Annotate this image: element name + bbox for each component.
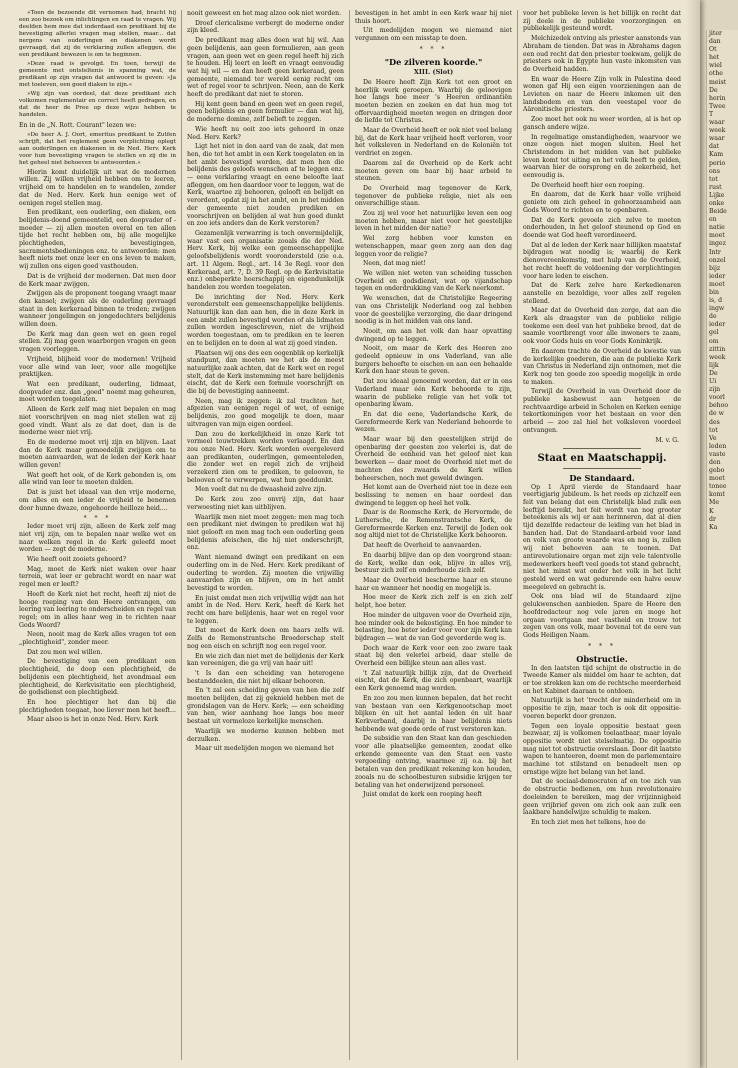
paragraph: Mag, moet de Kerk niet waken over haar terrein, wat leer er gebracht wordt en naar wat regel men er leeft? [19, 565, 176, 589]
paragraph: En daarom trachte de Overheid de kwestie van de kerkelijke goederen, die aan de publieke Kerk van Christus in Nederland zijn ontnomen, met die Kerk nog ten goede zoo spoedig mogelijk in orde te maken. [523, 347, 681, 386]
paragraph: En juist omdat men zich vrijwillig wijdt aan het ambt in de Ned. Herv. Kerk, heeft de Kerk het recht om hare belijdenis, haar wet en regel voor te leggen. [187, 594, 344, 625]
adjacent-page-fragment: waar [709, 135, 725, 143]
paragraph: Hierin komt duidelijk uit wat de modernen willen. Zij willen vrijheid hebben om te leeren, vrijheid om te handelen en te wandelen, zonder dat de Ned. Herv. Kerk hun eenige wet of eenigen regel stellen mag. [19, 168, 176, 207]
adjacent-page-fragment: behoo [709, 402, 729, 410]
paragraph: Dat de Kerk gevoele zich zelve te moeten onderhouden, in het geloof steunend op God en doende wat God heeft verordineerd. [523, 216, 681, 239]
adjacent-page-fragment: bijz [709, 264, 721, 272]
adjacent-page-fragment: de [709, 313, 717, 321]
paragraph: En dat die eene, Vaderlandsche Kerk, de Gereformeerde Kerk van Nederland behoorde te wezen. [355, 410, 512, 434]
paragraph: Hoe meer de Kerk zich zelf is en zich zelf helpt, hoe beter. [355, 594, 512, 610]
adjacent-page-fragment: Intr [709, 248, 721, 256]
article-title: Obstructie. [576, 653, 628, 664]
adjacent-page-fragment: Ka [709, 523, 718, 531]
adjacent-page-fragment: vaste [709, 450, 726, 458]
paragraph: Terwijl de Overheid in van Overheid door de publieke kasbewust aan hetgeen de rechtvaardige arbeid in Scholen en Kerken eenige tekortkomingen voor het bestaan en voor den arbeid — zoo zal hiel het volksleven voordeel ontvangen. [523, 388, 681, 434]
paragraph: En toch ziet men het telkens, hoe de [531, 818, 646, 826]
paragraph: Neen, dat mag niet! [363, 260, 426, 268]
paragraph: En de moderne moet vrij zijn en blijven. Laat dan de Kerk maar gemoedelijk zwijgen om te moeten aanvaarden, wat de leden der Kerk haar willen geven! [19, 438, 176, 470]
paragraph: Doch waar de Kerk voor een zoo zware taak staat bij den velerlei arbeid, daar stelle de Overheid een billijke steun aan alles vast. [355, 644, 512, 668]
paragraph: En daarbij blijve dan op den voorgrond staan: de Kerk, welke dan ook, blijve in alles vrij, bestuur zich zelf en onderhoude zich zelf. [355, 551, 512, 575]
column-4 [518, 10, 686, 1060]
adjacent-page-fragment: herin [709, 94, 726, 102]
adjacent-page-fragment: wiel [709, 62, 722, 70]
paragraph: In den laatsten tijd schijnt de obstructie in de Tweede Kamer als middel om haar te achten, dat er toe strekken kan om de rechtsche meerderheid en het Kabinet daaraan te ontdoen. [523, 664, 681, 695]
adjacent-page-fragment: gebo [709, 467, 725, 475]
paragraph: »De heer A. J. Oort, emeritus predikant te Zutfen schrijft, dat het reglement geen verplichting oplegt aan ouderlingen en diakenen in de Ned. Herv. Kerk voor hun bevestiging vragen te stellen en zij die in het geheel niet behoeven te antwoorden.« [19, 131, 176, 166]
paragraph: Maar dat de Overheid dan zorge, dat aan die Kerk als draagster van de publieke religie toekome een deel van het publieke brood, dat de saamle voortbrengt voor alle inwoners te zaam, ook voor Gods huis en voor Gods Koninkrijk. [523, 307, 681, 346]
adjacent-page-fragment: week [709, 353, 726, 361]
adjacent-page-fragment: moet [709, 280, 725, 288]
paragraph: Ook ons blad wil de Standaard zijne gelukwenschen aanbieden. Spare de Heere den hoofdredacteur nog vele jaren en moge het orgaan voortgaan met vastheid en trouw tot zegen van ons volk, maar bovenal tot de eere van Gods Heiligen Naam. [523, 593, 681, 639]
paragraph: En 't zal een scheiding geven van hen die zelf moeten belijden, dat zij geknield hebben met de grondslagen van de Herv. Kerk; — een scheiding van hen, wier aanhang hoe langs hoe meer bestaat uit vormeloze kerkelijke menschen. [187, 687, 344, 726]
paragraph: Dan zou de kerkelijkheid in onze Kerk tot vormeel touwtrekken worden verlaagd. En dan zou onze Ned. Herv. Kerk worden overgeleverd aan predikanten, ouderlingen, gemeenteleden, die zonder wet en regel zich de vrijheid verzekerd zien om te prediken, te gelooven, te belooven of te verwerpen, wat hun goeddunkt. [187, 430, 344, 484]
paragraph: We willen niet weten van scheiding tusschen Overheid en godsdienst, wat op vijandschap tegen en onderdrukking van de Kerk neerkomt. [355, 269, 512, 293]
adjacent-page-fragment: ingw [709, 305, 725, 313]
paragraph: En hoe plechtiger het dan bij die plechtigheden toegaat, hoe liever men het heeft... [19, 699, 176, 714]
paragraph: bevestigen in het ambt in een Kerk waar hij niet thuis hoort. [355, 10, 512, 25]
paragraph: Daarom zal de Overheid op de Kerk acht moeten geven om haar bij haar arbeid te steunen. [355, 159, 512, 183]
adjacent-page-fragment: des [709, 418, 720, 426]
paragraph: 't Is dan een scheiding van heterogene bestanddeelen, die niet bij elkaar behooren. [187, 669, 344, 685]
paragraph: Melchizedek ontving als priester aanstonds van Abraham de tienden. Dat was in Abrahams dagen een oud recht dat den priester toekwam, gelijk de priesters ook in Egypte hun vaste inkomsten van de Overheid hadden. [523, 35, 681, 73]
adjacent-page-fragment: Ui [709, 378, 717, 386]
adjacent-page-fragment: Kam [709, 151, 724, 159]
paragraph: Dat heeft de Overheid te aanvaarden. [363, 542, 482, 550]
adjacent-page-fragment: Beide [709, 208, 727, 216]
section-heading: Staat en Maatschappij. [537, 452, 667, 464]
paragraph: »Toen de bezoende dit vernomen had, bracht hij een zoo bezoek om inlichtingen en raad te vragen. Wij deelden hem mee dat inderdaad een predikant bij de bevestiging allerlei vragen mag stellen, maar... dat nergens van ouderlingen en diakenen wordt gevraagd, dat zij de verklaring zullen afleggen, die een predikant bewezen is om te beginnen. [19, 10, 176, 58]
adjacent-page-fragment: week [709, 127, 726, 135]
paragraph: Wel zorg hebben voor kunsten en wetenschappen, maar geen zorg aan den dag leggen voor de religie? [355, 235, 512, 258]
paragraph: nooit geweest en het mag alzoo ook niet worden. [187, 10, 342, 17]
paragraph: Heeft de Kerk niet het recht, heeft zij niet de hooge roeping van den Heere ontvangen, om leering van leering te onderscheiden en regel van regel; om in alles haar weg in te richten naar Gods Woord? [19, 590, 176, 629]
paragraph: Het komt aan de Overheid niet toe in deze een beslissing te nemen en haar oordeel dan dwingend te leggen op heel het volk. [355, 484, 512, 507]
paragraph: Hoe minder de uitgaven voor de Overheid zijn, hoe minder ook de bekostiging. En hoe minder te belasting, hoe beter ieder voor voor zijn Kerk kan bijdragen — wat de van God gevorderde weg is. [355, 611, 512, 642]
paragraph: De subsidie van den Staat kan dan geschieden voor alle plaatselijke gemeenten, zoodat elke erkende gemeente van den Staat een vaste vergoeding ontving, waarmee zij o.a. bij het betalen van den predikant rekening kon houden, zooals nu de schoolbesturen subsidie krijgen ter betaling van het onderwijzend personeel. [355, 735, 512, 789]
section-separator: * * * [419, 45, 448, 53]
paragraph: Een predikant, een ouderling, een diaken, een belijdenis-doend gemeentelid, een doopvader of -moeder — zij allen moeten overal en ten allen tijde het recht hebben om, bij alle mogelijke plechtigheden, bevestigingen, sacramentsbedieningen enz. te antwoorden: men heeft niets met onze leer en ons leven te maken, wij zullen ons eigen goed vasthouden. [19, 209, 176, 271]
paragraph: Dat zou men wel willen. [27, 648, 103, 656]
adjacent-page-fragment: is, d [709, 297, 723, 305]
adjacent-page-fragment: voorl [709, 394, 725, 402]
adjacent-page-fragment: natie [709, 224, 725, 232]
adjacent-page-fragment: bin [709, 289, 719, 296]
adjacent-page-fragment: de w [709, 410, 724, 418]
paragraph: Juist omdat de kerk een roeping heeft [363, 791, 483, 799]
adjacent-page-fragment: zijn [709, 386, 721, 394]
article-columns [14, 10, 686, 1060]
paragraph: Plaatsen wij ons des een oogenblik op kerkelijk standpunt, dan moeten we het als de meest natuurlijke zaak achten, dat de Kerk wet en regel stelt, dat de Kerk instemming met hare belijdenis eischt, dat de Kerk een formule voorschrijft en die bij de bevestiging aanneemt. [187, 349, 344, 396]
adjacent-page-fragment: dr [709, 515, 716, 523]
paragraph: Dat zou ideaal genoemd worden, dat er in ons Vaderland maar één Kerk behoorde te zijn, waarin de publieke religie van het volk tot openbaring kwam. [355, 378, 512, 409]
author-signature: M. v. G. [655, 436, 679, 444]
paragraph: Zwijgen als de proponent toegang vraagt maar den kansel; zwijgen als de ouderling gevraagd staat in den kerkeraad binnen te treden; zwijgen wanneer jongelingen en jongedochters belijdenis willen doen. [19, 290, 176, 329]
paragraph: Maar de Overheid heeft er ook niet veel belang bij, dat de Kerk haar vrijheid heeft verloren, voor het volksleven in Nederland en de Koloniën tot verdriet en zegen. [355, 127, 512, 158]
paragraph: Ligt het niet in den aard van de zaak, dat men hen, die tot het ambt in een Kerk toegelaten en in het ambt bevestigd worden, dat men hen die belijdenis des geloofs wenschen af te leggen enz. — eene verklaring vraagt en eene beloofte laat afleggen, om hen daardoor voor te leggen, wat de Kerk, waartoe zij behooren, gelooft en belijdt en verordent, opdat zij in het ambt, en in het midden der gemeente niet zouden prediken en voorschrijven en belijden al wat hun goed dunkt en zoo iets anders dan de Kerk verstoren? [187, 143, 344, 228]
paragraph-heading: En in de „N. Rott. Courant" lezen we: [19, 122, 137, 129]
paragraph: De inrichting der Ned. Herv. Kerk veronderstelt een gemeenschappelijke belijdenis. Natuurlijk kan dan aan hen, die in deze Kerk in een ambt zullen bevestigd worden of als lidmaten zullen worden ingeschreven, niet de vrijheid worden toegestaan, om te prediken en te leeren en te belijden en te doen al wat zij goed vinden. [187, 293, 344, 347]
paragraph: Dat is juist het ideaal van den vrije moderne, om alles en een ieder de vrijheid te benemen door hunne dwaze, ongehoorde heilloze heid.... [19, 489, 176, 512]
paragraph: Men voelt dat nu de dwaasheid zelve zijn. [195, 486, 327, 494]
article-title: De Standaard. [569, 472, 635, 483]
paragraph: De Overheid heeft hier een roeping. [531, 181, 645, 189]
paragraph: 't Zal natuurlijk billijk zijn, dat de Overheid eischt, dat de Kerk, die zich openbaart, waarlijk een Kerk genoemd mag worden. [355, 669, 512, 693]
adjacent-page-fragment: De [709, 369, 718, 377]
adjacent-page-fragment: dat [709, 143, 720, 151]
adjacent-page-fragment: het [709, 54, 720, 62]
adjacent-page-fragment: waar [709, 119, 725, 127]
adjacent-page-text [707, 30, 738, 532]
adjacent-page-fragment: dan [709, 38, 721, 46]
paragraph: De Heere heeft Zijn Kerk tot een groot en heerlijk werk geroepen. Waarbij de geloovigen hoe langs hoe meer 's Heeren ordinantiën moeten bezien en zoeken en dat hun mog tot offervaardigheid moeten wegen en dringen door de liefde tot Christus. [355, 78, 512, 125]
divider [563, 448, 641, 449]
adjacent-page-fragment: en [709, 216, 717, 224]
column-1 [14, 10, 182, 1060]
adjacent-page-fragment: om [709, 337, 719, 345]
adjacent-page-edge [706, 30, 738, 1068]
paragraph: Dat de Kerk zelve hare Kerkedienaren aanstelle en bezoldige, voor alles zelf regelen stellend. [523, 282, 681, 305]
paragraph: Dat is de vrijheid der modernen. Dat men door de Kerk maar zwijgen. [19, 272, 176, 288]
page-fold-shadow [686, 0, 700, 1068]
adjacent-page-fragment: komt [709, 491, 725, 499]
adjacent-page-fragment: De [709, 86, 718, 94]
paragraph: De Overheid mag tegenover de Kerk, tegenover de publieke religie, niet als een onverschillige staan. [355, 184, 512, 208]
adjacent-page-fragment: den [709, 458, 721, 466]
divider [563, 468, 641, 469]
paragraph: Tegen een loyale oppositie bestaat geen bezwaar, zij is volkomen toelaatbaar, maar loyale oppositie wordt niet stelselmatig. De oppositie mag niet tot obstructie overslaan. Door dit laatste wapen te hanteeren, doemt men de parlementaire machine tot stilstand en benadeelt men op ernstige wijze het belang van het land. [523, 722, 681, 776]
paragraph: Neen, nooit mag de Kerk alles vragen tot een „plechtigheid", zonder meer. [19, 631, 176, 647]
adjacent-page-fragment: moet [709, 475, 725, 483]
paragraph: De predikant mag alles doen wat hij wil. Aan geen belijdenis, aan geen formulieren, aan geen vragen, aan geen wet en geen regel heeft hij zich te houden. Hij leert en leeft en vraagt eenvoudig wat hij wil — en dan heeft geen kerkeraad, geen gemeente, niemand ter wereld eenig recht om wet of regel voor te schrijven. Neen, aan de Kerk heeft de predikant dat niet te storen. [187, 37, 344, 99]
paragraph: Op 1 April vierde de Standaard haar veertigjarig jubileum. Is het reeds op zichzelf een feit van belang dat een Christelijk blad zulk een leeftijd bereikt, het feit wordt van nog grooter beteekenis als wij er aan herinneren, dat al dien tijd dezelfde redacteur de leiding van het blad in handen had. Dat de Standaard-arbeid voor land en volk van groote waarde was en nog is, zullen wij niet behoeven aan te toonen. Dat antirevolutionaire organ met zijn vele talentvolle medewerkers heeft veel goeds tot stand gebracht, niet het minst wat onder het volk in het licht gesteld werd en wat gedurende een halve eeuw meegelevd en gebracht is. [523, 483, 681, 591]
paragraph: Wat een predikant, ouderling, lidmaat, doopvader enz. dan „goed" noemt mag geheuren, moet worden toegelaten. [19, 380, 176, 404]
paragraph: Natuurlijk is het 'trecht der minderheid om in oppositie te zijn, maar toch is ook dit oppositie-voeren beperkt door grenzen. [523, 697, 681, 720]
paragraph: Wat geeft het ook, of de Kerk gebonden is, om alle wind van leer te moeten dulden. [19, 471, 176, 487]
paragraph: De Kerk zou zoo onvrij zijn, dat haar verwoesting niet kan uitblijven. [187, 496, 344, 511]
paragraph: Dat de sociaal-democraten af en toe zich van de obstructie bedienen, om hun revolutionaire doeleinden te bereiken, mag der vrijzinnigheid geen vrijbrief geven om zich ook aan zulk een laakbare handelwijze schuldig te maken. [523, 778, 681, 817]
adjacent-page-fragment: onzel [709, 256, 726, 264]
adjacent-page-fragment: tonee [709, 483, 727, 491]
paragraph: Maar de Overheid bescherme haar en steune haar en wanneer het noodig en mogelijk is. [355, 577, 512, 592]
adjacent-page-fragment: tot [709, 426, 718, 434]
adjacent-page-fragment: leden [709, 442, 727, 450]
paragraph: Maar alsoo is het in onze Ned. Herv. Kerk [27, 716, 159, 724]
paragraph: Hij kent geen band en geen wet en geen regel, geen belijdenis en geen formulier — dan wat hij, de moderne domine, zelf belieft te zeggen. [187, 100, 344, 124]
paragraph: Vrijheid, blijheid voor de modernen! Vrijheid voor alle wind van leer, voor alle mogelijke praktijken. [19, 355, 176, 379]
paragraph: Wie heeft nu ooit zoo iets gehoord in onze Ned. Herv. Kerk? [187, 125, 344, 141]
section-separator: * * * [83, 515, 112, 523]
adjacent-page-fragment: ieder [709, 321, 726, 329]
adjacent-page-fragment: ingez [709, 240, 726, 248]
column-3 [350, 10, 518, 1060]
adjacent-page-fragment: rust [709, 183, 722, 191]
paragraph: En wie zich dan niet met de belijdenis der Kerk kan vereenigen, die ga vrij van haar uit! [187, 652, 344, 668]
adjacent-page-fragment: Twee [709, 102, 726, 110]
adjacent-page-fragment: Me [709, 499, 719, 507]
paragraph: Nooit, om aan het volk dan haar opvatting dwingend op te leggen. [355, 327, 512, 343]
adjacent-page-fragment: Lijke [709, 191, 725, 199]
paragraph: En daarom, dat de Kerk haar volle vrijheid geniete om zich geheel in gehoorzaamheid aan Gods Woord te richten en te openbaren. [523, 191, 681, 214]
paragraph: Neen, mag ik zeggen: ik zal trachten het, afgezien van eenigen regel of wet, of eenige belijdenis, zoo goed mogelijk te doen, maar uitvragen van mijn eigen oordeel. [187, 397, 344, 428]
section-separator: * * * [588, 642, 616, 650]
paragraph: Zou zij wel voor het natuurlijke leven een oog moeten hebben, maar niet voor het geestelijke leven in het midden der natie? [355, 210, 512, 233]
paragraph: »Deze raad is gevolgd. En toen, terwijl de gemeente met ontsteltenis in spanning wat, de predikant op zijn vragen dat antwoord te geven: »Ja met toeleven, een goed diaken te zijn.« [19, 61, 176, 88]
paragraph: Maar waar bij den geestelijken strijd de openbaring der geesten zoo velerlei is, dat de Overheid de eenheid van het geloof niet kan bewerken — daar moet de Overheid niet met de machten des zwaards de Kerk willen beheerschen, noch met geweld dwingen. [355, 436, 512, 482]
paragraph: In regelmatige omstandigheden, waarvoor we onze oogen niet mogen sluiten. Heel het Christendom in het midden van het publieke leven komt tot uiting en het volk heeft te gelden, waarvan hier de oorsprong en de zekerheid, het eenvoudig is. [523, 133, 681, 180]
paragraph: Wie heeft ooit zooiets gehoord? [27, 556, 127, 564]
paragraph: Waarlijk we moderne kunnen hebben met derzulken. [187, 727, 344, 743]
paragraph: Want niemand dwingt een predikant en een ouderling om in de Ned. Herv. Kerk predikant of ouderling te worden. Zij moeten die vrijwillig aanvaarden zijn en blijven, om in het ambt bevestigd te worden. [187, 554, 344, 592]
paragraph: Uit medelijden mogen we niemand niet vergunnen om een misstap te doen. [355, 27, 512, 43]
paragraph: Dat al de leden der Kerk naar billijken maatstaf bijdragen wat noodig is; waarbij de Kerk dienovereenkomstig, met hulp van de Overheid, het recht heeft de voldoening der verplichtingen voor hare leden te eischen. [523, 241, 681, 280]
adjacent-page-fragment: meist [709, 78, 727, 86]
adjacent-page-fragment: jiter [709, 30, 723, 37]
paragraph: Gezamenlijk verwarring is toch onvermijdelijk, waar vast een organisatie zooals die der Ned. Herv. Kerk, bij welke een gemeenschappelijke geloofsbelijdenis wordt voorondersteld (zie o.a. art. 11 Algem. Regl., art. 14 3e Regl. voor den Kerkeraad, art. 7, D. 39 Regl. op de Kerkvisitatie enz.) onbeperkte heerschappij en eigendunkelijk handelen zou worden toegelaten. [187, 229, 344, 291]
adjacent-page-fragment: othe [709, 70, 723, 78]
paragraph: Waarlijk men niet moet zeggen: men mag toch een predikant niet dwingen te prediken wat hij niet gelooft en men mag toch een ouderling geen belijdenis afeischen, die hij niet onderschrijft, enz. [187, 513, 344, 552]
paragraph: Droef clericalisme verbergt de moderne onder zijn kleed. [187, 19, 344, 35]
adjacent-page-fragment: perio [709, 159, 726, 167]
article-subtitle: XIII. (Slot) [413, 67, 454, 76]
paragraph: voor het publieke leven is het billijk en recht dat zij deele in de publieke voorzorgingen en publiekelijk gesteund wordt. [523, 10, 681, 33]
paragraph: De Kerk mag dan geen wet en geen regel stellen. Zij mag geen waarborgen vragen en geen vragen voorleggen. [19, 330, 176, 354]
adjacent-page-fragment: ons [709, 167, 720, 175]
adjacent-page-fragment: lijk [709, 361, 719, 369]
adjacent-page-fragment: gel [709, 329, 719, 337]
paragraph: Maar uit medelijden mogen we niemand het [195, 745, 334, 753]
adjacent-page-fragment: zittin [709, 345, 726, 353]
adjacent-page-fragment: moet [709, 232, 725, 240]
adjacent-page-fragment: Ve [709, 434, 717, 442]
paragraph: Daar is de Roomsche Kerk, de Hervormde, de Luthersche, de Remonstrantsche Kerk, de Gereformeerde Kerken enz. Terwijl de Joden ook nog altijd niet tot de Christelijke Kerk behooren. [355, 509, 512, 540]
adjacent-page-fragment: T [709, 110, 714, 118]
adjacent-page-fragment: ieder [709, 272, 726, 280]
paragraph: We wenschen, dat de Christelijke Regeering van ons Christelijk Nederland oog zal hebben voor de geestelijke verzorging, die daar dringend noodig is in het midden van ons land. [355, 295, 512, 326]
paragraph: »Wij zijn van oordeel, dat deze predikant zich volkomen reglementair en correct heeft gedragen, en dat de heer de Pree op deze wijze hebben te handelen. [19, 91, 176, 118]
paragraph: De bevestiging van een predikant een plechtigheid, de doop een plechtigheid, de belijdenis een plechtigheid, het avondmaal een plechtigheid, de Kerkvisitatie een plechtigheid, de godsdienst een plechtigheid. [19, 658, 176, 697]
adjacent-page-fragment: tot [709, 175, 718, 183]
paragraph: Alleen de Kerk zelf mag niet bepalen en mag niet voorschrijven en mag niet stellen wat zij goed vindt. Want als ze dat doet, dan is de moderne weer niet vrij. [19, 406, 176, 437]
column-2 [182, 10, 350, 1060]
paragraph: Dat moet de Kerk doen om haars zelfs wil. Zelfs de Remonstrantsche Broederschap stelt nog een eisch en schrijft nog een regel voor. [187, 627, 344, 650]
adjacent-page-fragment: onke [709, 199, 725, 207]
paragraph: En zoo zou men kunnen bepalen, dat het recht van bestaan van een Kerkgenootschap moet blijken én uit het aantal leden én uit haar Kerkverband, daarbij in haar belijdenis niets hebbende wat goede orde of rust verstoren kan. [355, 694, 512, 733]
paragraph: Ieder moet vrij zijn, alleen de Kerk zelf mag niet vrij zijn, om te bepalen naar welke wet en naar welken regel in de Kerk geleefd moet worden — zegt de moderne. [19, 523, 176, 554]
article-title: "De zilveren koorde." [384, 56, 483, 67]
paragraph: En waar de Heere Zijn volk in Palestina deed wonen gaf Hij een eigen voorzieningen aan de Levieten en naar de Heere inkomen uit den landsbodem en van den veestapel voor de Aäronitische priesters. [523, 75, 681, 114]
adjacent-page-fragment: Ot [709, 46, 717, 54]
paragraph: Nooit, om maar de Kerk des Heeren zoo gedeeld opnieuw in ons Vaderland, van alle burgers behoefte te eischen en aan een behaalde Kerk den haar steun te geven. [355, 345, 512, 376]
adjacent-page-fragment: K [709, 507, 714, 515]
paragraph: Zoo moet het ook nu weer worden, al is het op gansch andere wijze. [523, 116, 681, 131]
